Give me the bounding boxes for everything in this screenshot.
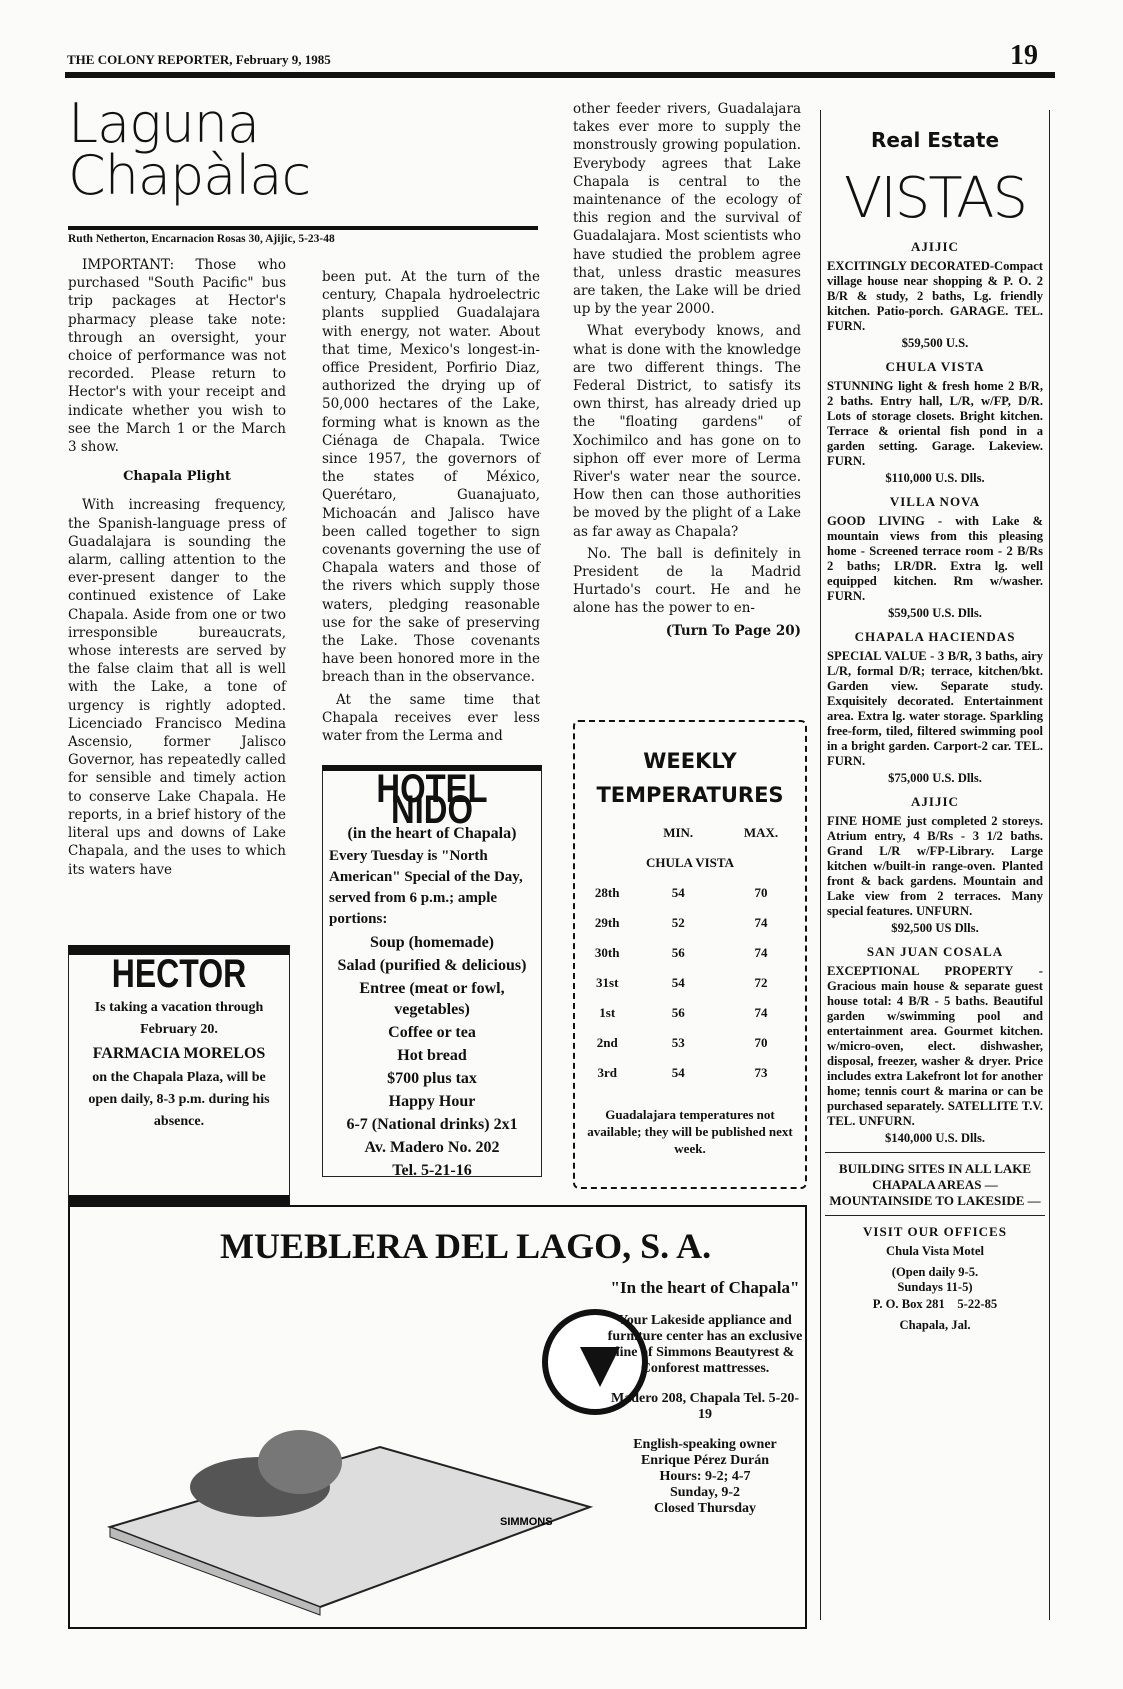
body-paragraph: No. The ball is definitely in President de la Madrid Hurtado's court. He and he alone has the power to en- — [573, 545, 801, 617]
table-row: 28th 54 70 — [594, 885, 768, 900]
body-paragraph: been put. At the turn of the century, Chapala hydroelectric plants supplied Guadalajara with energy, not water. About that time, Mexico's longest-in-office President, Porfirio Diaz, authorized the drying up of 50,000 hectares of the Lake, forming what is known as the Ciénaga de Chapala. Twice since 1957, the governors of the states of México, Querétaro, Guanajuato, Michoacán and Jalisco have been called together to sign covenants governing the use of Chapala waters and those of the rivers which supply those waters, pledging reasonable use for the sake of preserving the Lake. Those covenants have been honored more in the breach than in the observance. — [322, 269, 540, 686]
real-estate-column: Real Estate VISTAS AJIJIC EXCITINGLY DECORATED-Compact village house near shopping & P. O. 2 B/R & study, 2 baths, Lg. friendly kitchen. Patio-porch. GARAGE. TEL. FURN. $59,500 U.S. CHULA VISTA STUNNING light & fresh home 2 B/R, 2 baths. Entry hall, L/R, w/FP, D/R. Lots of storage closets. Bright kitchen. Terrace & oriental fish pond in a garden setting. Garage. Lakeview. FURN. $110,000 U.S. Dlls. VILLA NOVA GOOD LIVING - with Lake & mountain views from this pleasing home - Screened terrace room - 2 B/Rs 2 baths; LR/DR. Extra lg. well equipped kitchen. Rm w/washer. FURN. $59,500 U.S. Dlls. CHAPALA HACIENDAS SPECIAL VALUE - 3 B/R, 3 baths, airy L/R, formal D/R; terrace, kitchen/bkt. Garden view. Separate study. Exquisitely decorated. Entertainment area. Extra lg. water storage. Sparkling free-form, tiled, filtered swimming pool in a bright garden. Carport-2 car. TEL. FURN. $75,000 U.S. Dlls. AJIJIC FINE HOME just completed 2 storeys. Atrium entry, 4 B/Rs - 3 1/2 baths. Grand L/R w/FP-Library. Large kitchen w/built-in range-oven. Planted front & back gardens. Mountain and Lake view from 2 terraces. Many special features. UNFURN. $92,500 US Dlls. SAN JUAN COSALA EXCEPTIONAL PROPERTY - Gracious main house & separate guest house total: 4 B/R - 5 baths. Beautiful garden w/swimming pool and entertainment area. Gourmet kitchen. w/micro-oven, elect. dishwasher, disposal, freezer, washer & dryer. Price includes extra Lakefront lot for another home; tennis court & marina or can be purchased separately. SATELLITE T.V. TEL. UNFURN. $140,000 U.S. Dlls. BUILDING SITES IN ALL LAKE CHAPALA AREAS — MOUNTAINSIDE TO LAKESIDE — VISIT OUR OFFICES Chula Vista Motel (Open daily 9-5. Sundays 11-5) P. O. Box 281 5-22-85 Chapala, Jal. — [820, 110, 1050, 1620]
intro-paragraph: IMPORTANT: Those who purchased "South Pacific" bus trip packages at Hector's pharmacy please take note: through an oversight, your choice of performance was not recorded. Please return to Hector's with your receipt and indicate whether you wish to see the March 1 or the March 3 show. — [68, 257, 286, 456]
masthead: THE COLONY REPORTER, February 9, 1985 — [67, 52, 331, 67]
weekly-temperatures-box — [573, 720, 807, 1189]
table-row: 2nd 53 70 — [596, 1035, 768, 1050]
top-rule — [65, 72, 1055, 78]
article-column-3 — [573, 100, 801, 640]
hotel-nido-ad: HOTEL NIDO (in the heart of Chapala) Every Tuesday is "North American" Special of the Day, served from 6 p.m.; ample portions: Soup (homemade) Salad (purified & delicious) Entree (meat or fowl, vegetables) Coffee or tea Hot bread $700 plus tax Happy Hour 6-7 (National drinks) 2x1 Av. Madero No. 202 Tel. 5-21-16 — [322, 765, 542, 1177]
subhead: Chapala Plight — [123, 469, 231, 485]
hector-ad: HECTOR Is taking a vacation through February 20. FARMACIA MORELOS on the Chapala Plaza, will be open daily, 8-3 p.m. during his absence. — [68, 945, 290, 1205]
mattress-tag: SIMMONS — [500, 1516, 553, 1528]
table-row: 3rd 54 73 — [597, 1065, 768, 1080]
table-row: 31st 54 72 — [596, 975, 768, 990]
table-row: 1st 56 74 — [599, 1005, 768, 1020]
byline: Ruth Netherton, Encarnacion Rosas 30, Ajijic, 5-23-48 — [68, 226, 538, 245]
body-paragraph: With increasing frequency, the Spanish-language press of Guadalajara is sounding the alarm, calling attention to the ever-present danger to the continued existence of Lake Chapala. Aside from one or two irresponsible bureaucrats, whose interests are served by the false claim that all is well with the Lake, a tone of urgency is rightly adopted. Licenciado Francisco Medina Ascensio, former Jalisco Governor, has repeatedly called for sensible and timely action to conserve Lake Chapala. He reports, in a brief history of the literal ups and downs of Lake Chapala, and the uses to which its waters have — [68, 497, 286, 878]
mueblera-ad: MUEBLERA DEL LAGO, S. A. SIMMONS "In the heart of Chapala" Your Lakeside appliance and furniture center has an exclusive line of Simmons Beautyrest & Conforest mattresses. Madero 208, Chapala Tel. 5-20-19 English-speaking owner Enrique Pérez Durán Hours: 9-2; 4-7 Sunday, 9-2 Closed Thursday — [68, 1205, 807, 1629]
table-row: 29th 52 74 — [594, 915, 768, 930]
body-paragraph: other feeder rivers, Guadalajara takes ever more to supply the monstrously growing population. Everybody agrees that Lake Chapala is central to the maintenance of the ecology of this region and the survival of Guadalajara. Most scientists who have studied the problem agree that, unless drastic measures are taken, the Lake will be dried up by the year 2000. — [573, 101, 801, 318]
page-number: 19 — [1010, 40, 1038, 71]
temps-table: MIN. MAX. CHULA VISTA 28th 54 70 29th 52 74 30th 56 74 31st 54 72 1st 56 74 2nd 53 70 3rd 54 73 — [575, 818, 805, 1088]
vistas-logo: VISTAS — [843, 166, 1027, 231]
continued-label: (Turn To Page 20) — [665, 622, 801, 639]
temps-note: Guadalajara temperatures not available; they will be published next week. — [587, 1107, 793, 1156]
ad-heading: HOTEL NIDO — [376, 767, 488, 832]
article-column-1 — [68, 256, 286, 883]
body-paragraph: At the same time that Chapala receives ever less water from the Lerma and — [322, 691, 540, 745]
ad-heading: HECTOR — [111, 952, 247, 996]
ad-heading: MUEBLERA DEL LAGO, S. A. — [220, 1226, 712, 1266]
temps-title: WEEKLY TEMPERATURES — [596, 749, 784, 807]
mattress-illustration — [80, 1297, 600, 1617]
table-row: 30th 56 74 — [594, 945, 768, 960]
real-estate-title: Real Estate — [870, 128, 1000, 152]
column-title: Laguna Chapàlac — [68, 92, 311, 207]
article-column-2 — [322, 268, 540, 749]
body-paragraph: What everybody knows, and what is done with the knowledge are two different things. The Federal District, to satisfy its own thirst, has already dried up the "floating gardens" of Xochimilco and has gone on to siphon off ever more of Lerma River's water near the source. How then can those authorities be moved by the plight of a Lake as far away as Chapala? — [573, 323, 801, 540]
